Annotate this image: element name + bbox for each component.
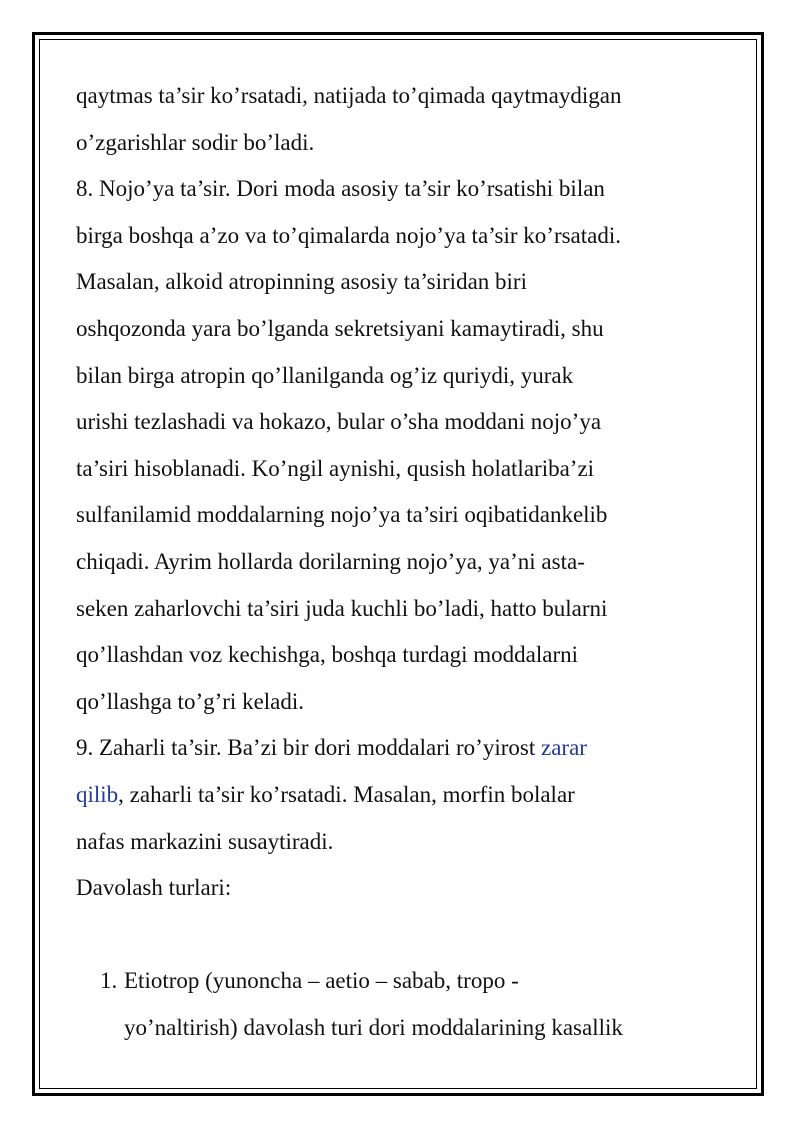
text-line: qo’llashdan voz kechishga, boshqa turdagi moddalarni (76, 642, 579, 668)
text-line: birga boshqa a’zo va to’qimalarda nojo’ya ta’sir ko’rsatadi. (76, 222, 622, 248)
text-line: oshqozonda yara bo’lganda sekretsiyani kamaytiradi, shu (76, 315, 604, 341)
section-9-text: , zaharli ta’sir ko’rsatadi. Masalan, morfin bolalar (118, 781, 575, 807)
list-line: yo’naltirish) davolash turi dori moddalarining kasallik (124, 1014, 623, 1040)
text-line: urishi tezlashadi va hokazo, bular o’sha moddani nojo’ya (76, 409, 602, 435)
section-9-text: 9. Zaharli ta’sir. Ba’zi bir dori moddalari ro’yirost (76, 735, 541, 761)
text-line: seken zaharlovchi ta’siri juda kuchli bo’ladi, hatto bularni (76, 595, 608, 621)
text-line: sulfanilamid moddalarning nojo’ya ta’siri oqibatidankelib (76, 502, 608, 528)
qilib-link[interactable]: qilib (76, 781, 119, 807)
list-line: Etiotrop (yunoncha – aetio – sabab, tropo - (124, 968, 519, 994)
text-line: ta’siri hisoblanadi. Ko’ngil aynishi, qusish holatlariba’zi (76, 455, 595, 481)
text-line: qaytmas ta’sir ko’rsatadi, natijada to’qimada qaytmaydigan (76, 83, 622, 108)
text-line: bilan birga atropin qo’llanilganda og’iz quriydi, yurak (76, 362, 574, 388)
document-body (76, 73, 736, 1051)
list-item (76, 958, 736, 1051)
text-line: o’zgarishlar sodir bo’ladi. (76, 129, 315, 155)
text-line: qo’llashga to’g’ri keladi. (76, 688, 305, 714)
section-9-line (76, 772, 736, 819)
text-line: chiqadi. Ayrim hollarda dorilarning nojo’ya, ya’ni asta- (76, 548, 585, 574)
section-9-line (76, 725, 736, 772)
section-heading: Davolash turlari: (76, 875, 232, 901)
list-number: 1. (100, 968, 118, 994)
zarar-link[interactable]: zarar (541, 735, 587, 761)
text-line: Masalan, alkoid atropinning asosiy ta’siridan biri (76, 269, 527, 295)
text-line: 8. Nojo’ya ta’sir. Dori moda asosiy ta’sir ko’rsatishi bilan (76, 176, 605, 202)
text-line: nafas markazini susaytiradi. (76, 828, 334, 854)
